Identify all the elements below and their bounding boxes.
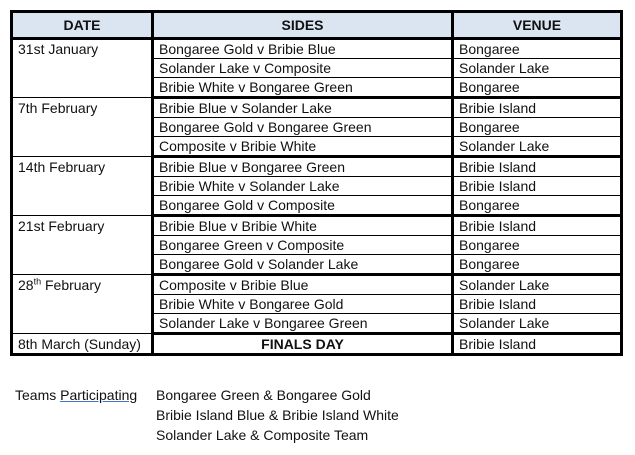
teams-label: Teams Participating (15, 387, 138, 403)
match-row (12, 196, 622, 216)
match-row (12, 236, 622, 255)
match-row (12, 137, 622, 157)
venue-cell: Bongaree (453, 236, 622, 255)
match-row (12, 118, 622, 137)
match-row (12, 255, 622, 275)
venue-cell: Solander Lake (453, 59, 622, 78)
sides-cell: Bribie Blue v Solander Lake (153, 98, 453, 118)
round-date-cell (12, 314, 153, 334)
venue-cell: Bongaree (453, 78, 622, 98)
sides-header: SIDES (153, 12, 453, 39)
match-row (12, 275, 622, 295)
round-date-cell (12, 295, 153, 314)
fixture-body (12, 39, 622, 355)
sides-cell: Composite v Bribie White (153, 137, 453, 157)
match-row (12, 78, 622, 98)
round-date-cell (12, 78, 153, 98)
match-row (12, 314, 622, 334)
venue-cell: Bribie Island (453, 157, 622, 177)
sides-cell: Bongaree Gold v Bongaree Green (153, 118, 453, 137)
round-date-cell: 21st February (12, 216, 153, 236)
round-date-cell: 7th February (12, 98, 153, 118)
match-row (12, 39, 622, 59)
venue-cell: Bribie Island (453, 216, 622, 236)
sides-cell: Bribie Blue v Bribie White (153, 216, 453, 236)
round-date-cell: 31st January (12, 39, 153, 59)
round-date-cell (12, 255, 153, 275)
sides-cell: Composite v Bribie Blue (153, 275, 453, 295)
sides-cell: Bongaree Green v Composite (153, 236, 453, 255)
finals-venue-cell: Bribie Island (453, 334, 622, 355)
venue-cell: Bongaree (453, 118, 622, 137)
sides-cell: Bongaree Gold v Composite (153, 196, 453, 216)
sides-cell: Solander Lake v Composite (153, 59, 453, 78)
venue-cell: Bongaree (453, 196, 622, 216)
sides-cell: Solander Lake v Bongaree Green (153, 314, 453, 334)
teams-list (156, 385, 399, 445)
match-row (12, 157, 622, 177)
finals-day-cell: FINALS DAY (153, 334, 453, 355)
participating-word: Participating (60, 387, 138, 403)
venue-header: VENUE (453, 12, 622, 39)
round-date-cell (12, 118, 153, 137)
sides-cell: Bribie Blue v Bongaree Green (153, 157, 453, 177)
match-row (12, 216, 622, 236)
sides-cell: Bribie White v Bongaree Green (153, 78, 453, 98)
round-date-cell: 28th February (12, 275, 153, 295)
sides-cell: Bribie White v Bongaree Gold (153, 295, 453, 314)
round-date-cell (12, 59, 153, 78)
round-date-cell: 14th February (12, 157, 153, 177)
venue-cell: Bongaree (453, 255, 622, 275)
venue-cell: Bribie Island (453, 295, 622, 314)
match-row (12, 177, 622, 196)
venue-cell: Solander Lake (453, 137, 622, 157)
venue-cell: Bongaree (453, 39, 622, 59)
teams-line: Bongaree Green & Bongaree Gold (156, 387, 371, 403)
venue-cell: Bribie Island (453, 98, 622, 118)
date-header: DATE (12, 12, 153, 39)
round-date-cell (12, 236, 153, 255)
venue-cell: Bribie Island (453, 177, 622, 196)
match-row (12, 295, 622, 314)
round-date-cell (12, 137, 153, 157)
venue-cell: Solander Lake (453, 314, 622, 334)
match-row (12, 98, 622, 118)
finals-date-cell: 8th March (Sunday) (12, 334, 153, 355)
date-ordinal: th (33, 276, 42, 287)
teams-line: Bribie Island Blue & Bribie Island White (156, 407, 399, 423)
teams-line: Solander Lake & Composite Team (156, 427, 369, 443)
sides-cell: Bongaree Gold v Bribie Blue (153, 39, 453, 59)
sides-cell: Bongaree Gold v Solander Lake (153, 255, 453, 275)
finals-row (12, 334, 622, 355)
match-row (12, 59, 622, 78)
header-row (12, 12, 622, 39)
fixture-table (10, 10, 623, 356)
round-date-cell (12, 196, 153, 216)
round-date-cell (12, 177, 153, 196)
sides-cell: Bribie White v Solander Lake (153, 177, 453, 196)
venue-cell: Solander Lake (453, 275, 622, 295)
